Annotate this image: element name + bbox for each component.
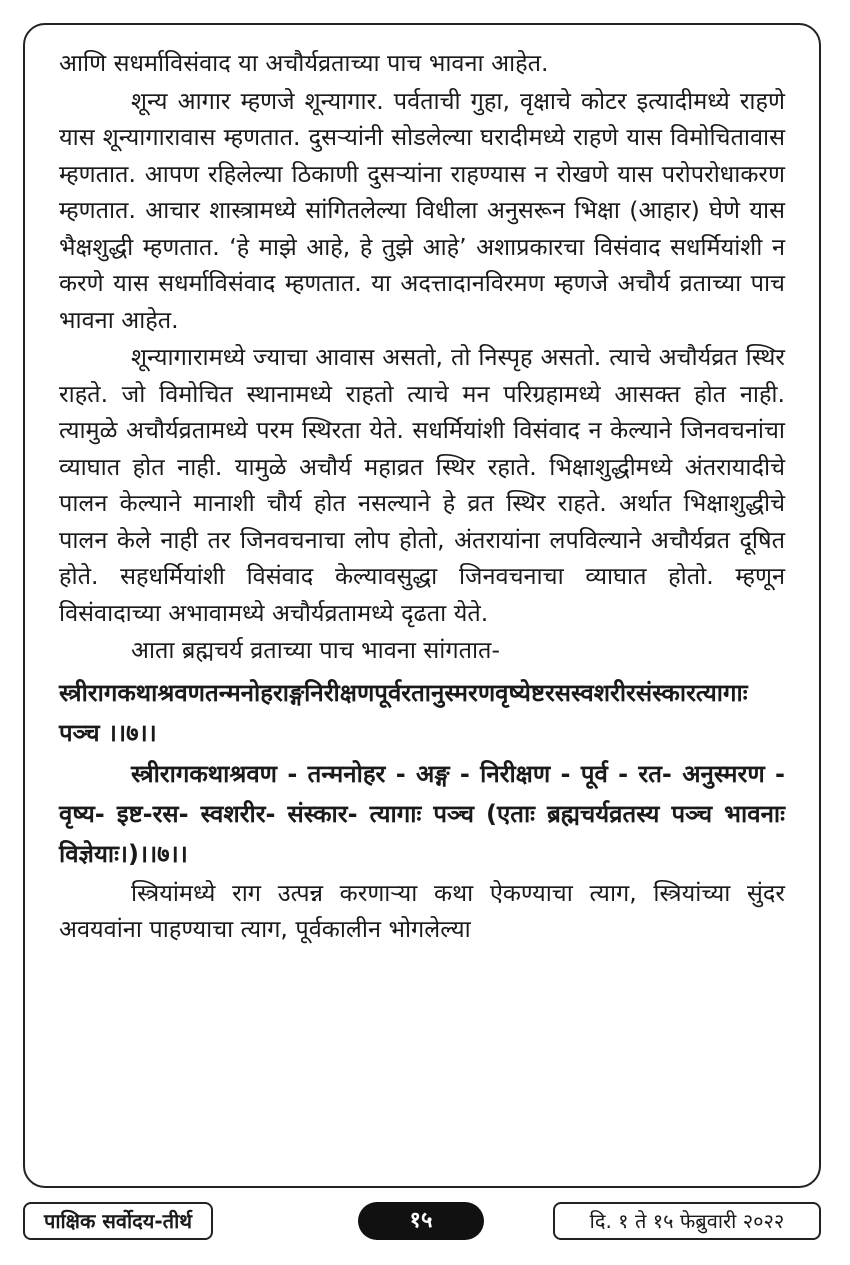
issue-date: दि. १ ते १५ फेब्रुवारी २०२२ — [553, 1202, 821, 1240]
paragraph-intro: आणि सधर्माविसंवाद या अचौर्यव्रताच्या पाच भावना आहेत. — [59, 49, 549, 77]
publication-name: पाक्षिक सर्वोदय-तीर्थ — [23, 1202, 213, 1240]
sutra-breakdown: स्त्रीरागकथाश्रवण - तन्मनोहर - अङ्ग - निरीक्षण - पूर्व - रत- अनुस्मरण - वृष्य- इष्ट-रस- स्वशरीर- संस्कार- त्यागाः पञ्च (एताः ब्रह्मचर्यव्रतस्य पञ्च भावनाः विज्ञेयाः।)।।७।। — [59, 759, 785, 868]
paragraph-definitions: शून्य आगार म्हणजे शून्यागार. पर्वताची गुहा, वृक्षाचे कोटर इत्यादीमध्ये राहणे यास शून्यागारावास म्हणतात. दुसऱ्यांनी सोडलेल्या घरादीमध्ये राहणे यास विमोचितावास म्हणतात. आपण रहिलेल्या ठिकाणी दुसऱ्यांना राहण्यास न रोखणे यास परोपरोधाकरण म्हणतात. आचार शास्त्रामध्ये सांगितलेल्या विधीला अनुसरून भिक्षा (आहार) घेणे यास भैक्षशुद्धी म्हणतात. ‘हे माझे आहे, हे तुझे आहे’ अशाप्रकारचा विसंवाद सधर्मियांशी न करणे यास सधर्माविसंवाद म्हणतात. या अदत्तादानविरमण म्हणजे अचौर्य व्रताच्या पाच भावना आहेत. — [59, 86, 785, 334]
page-footer — [23, 1202, 821, 1242]
page-content-frame — [23, 23, 821, 1188]
paragraph-closing: स्त्रियांमध्ये राग उत्पन्न करणाऱ्या कथा ऐकण्याचा त्याग, स्त्रियांच्या सुंदर अवयवांना पाहण्याचा त्याग, पूर्वकालीन भोगलेल्या — [59, 878, 785, 943]
paragraph-explanation: शून्यागारामध्ये ज्याचा आवास असतो, तो निस्पृह असतो. त्याचे अचौर्यव्रत स्थिर राहते. जो विमोचित स्थानामध्ये राहतो त्याचे मन परिग्रहामध्ये आसक्त होत नाही. त्यामुळे अचौर्यव्रतामध्ये परम स्थिरता येते. सधर्मियांशी विसंवाद न केल्याने जिनवचनांचा व्याघात होत नाही. यामुळे अचौर्य महाव्रत स्थिर रहाते. भिक्षाशुद्धीमध्ये अंतरायादीचे पालन केल्याने मानाशी चौर्य होत नसल्याने हे व्रत स्थिर राहते. अर्थात भिक्षाशुद्धीचे पालन केले नाही तर जिनवचनाचा लोप होतो, अंतरायांना लपविल्याने अचौर्यव्रत दूषित होते. सहधर्मियांशी विसंवाद केल्यावसुद्धा जिनवचनाचा व्याघात होतो. म्हणून विसंवादाच्या अभावामध्ये अचौर्यव्रतामध्ये दृढता येते. — [59, 343, 785, 627]
page-number: १५ — [358, 1202, 484, 1240]
sutra-text: स्त्रीरागकथाश्रवणतन्मनोहराङ्गनिरीक्षणपूर्वरतानुस्मरणवृष्येष्टरसस्वशरीरसंस्कारत्यागाः पञ्च ।।७।। — [59, 678, 748, 747]
paragraph-brahmacharya-intro: आता ब्रह्मचर्य व्रताच्या पाच भावना सांगतात- — [131, 636, 500, 664]
